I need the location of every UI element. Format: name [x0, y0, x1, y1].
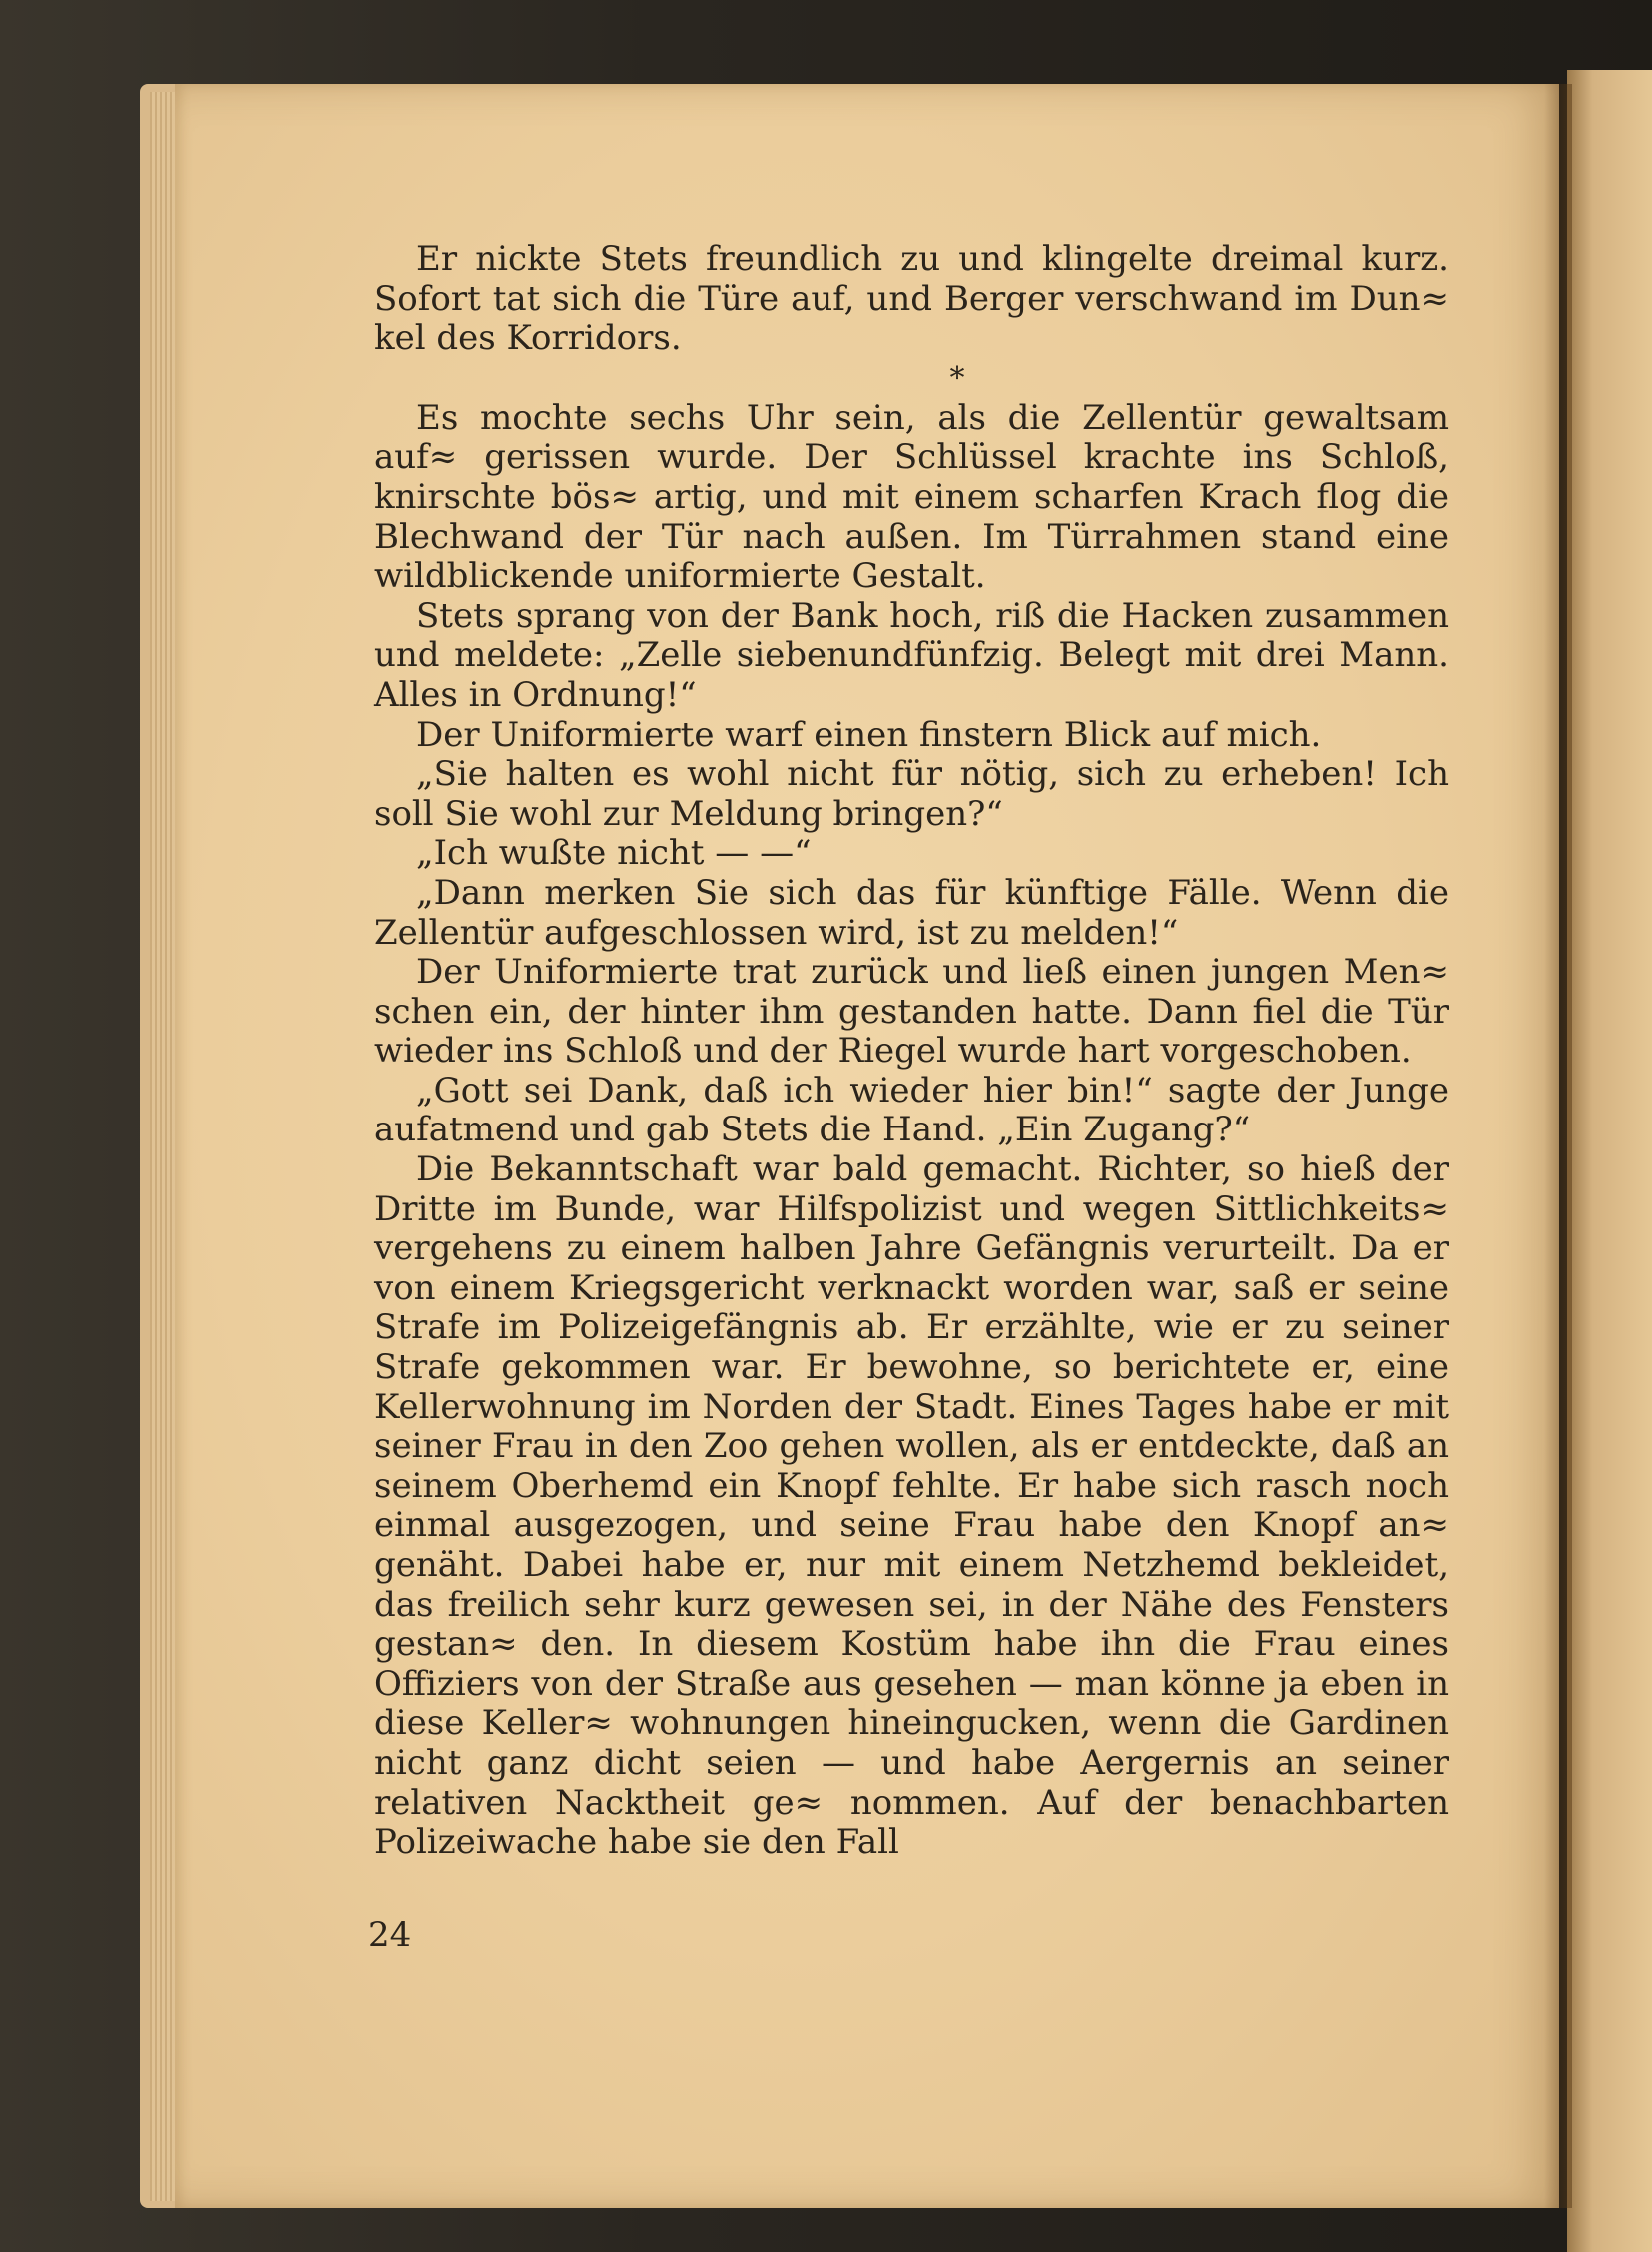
paragraph-6: „Ich wußte nicht — —“: [416, 833, 812, 874]
section-break-asterisk: *: [949, 360, 965, 396]
body-text: [374, 240, 1449, 1863]
paragraph-9: „Gott sei Dank, daß ich wieder hier bin!“ sagte der Junge aufatmend und gab Stets die Hand. „Ein Zugang?“: [374, 1070, 1449, 1150]
paragraph-10: Die Bekanntschaft war bald gemacht. Richter, so hieß der Dritte im Bunde, war Hilfspolizist und wegen Sittlichkeits≈ vergehens zu einem halben Jahre Gefängnis verurteilt. Da er von einem Kriegsgericht verknackt worden war, saß er seine Strafe im Polizeigefängnis ab. Er erzählte, wie er zu seiner Strafe gekommen war. Er bewohne, so berichtete er, eine Kellerwohnung im Norden der Stadt. Eines Tages habe er mit seiner Frau in den Zoo gehen wollen, als er entdeckte, daß an seinem Oberhemd ein Knopf fehlte. Er habe sich rasch noch einmal ausgezogen, und seine Frau habe den Knopf an≈ genäht. Dabei habe er, nur mit einem Netzhemd bekleidet, das freilich sehr kurz gewesen sei, in der Nähe des Fensters gestan≈ den. In diesem Kostüm habe ihn die Frau eines Offiziers von der Straße aus gesehen — man könne ja eben in diese Keller≈ wohnungen hineingucken, wenn die Gardinen nicht ganz dicht seien — und habe Aergernis an seiner relativen Nacktheit ge≈ nommen. Auf der benachbarten Polizeiwache habe sie den Fall: [374, 1149, 1449, 1863]
paragraph-3: Stets sprang von der Bank hoch, riß die Hacken zusammen und meldete: „Zelle siebenundfünfzig. Belegt mit drei Mann. Alles in Ordnung!“: [374, 595, 1449, 715]
facing-page-edge: [1567, 70, 1652, 2252]
paragraph-7: „Dann merken Sie sich das für künftige Fälle. Wenn die Zellentür aufgeschlossen wird, ist zu melden!“: [374, 872, 1449, 953]
paragraph-8: Der Uniformierte trat zurück und ließ einen jungen Men≈ schen ein, der hinter ihm gestanden hatte. Dann fiel die Tür wieder ins Schloß und der Riegel wurde hart vorgeschoben.: [374, 952, 1449, 1072]
book-gutter: [1544, 84, 1572, 2208]
paragraph-1: Er nickte Stets freundlich zu und klingelte dreimal kurz. Sofort tat sich die Türe auf, und Berger verschwand im Dun≈ kel des Korridors.: [374, 239, 1449, 359]
paragraph-4: Der Uniformierte warf einen finstern Blick auf mich.: [416, 714, 1322, 755]
paragraph-5: „Sie halten es wohl nicht für nötig, sich zu erheben! Ich soll Sie wohl zur Meldung bringen?“: [374, 754, 1449, 834]
paragraph-2: Es mochte sechs Uhr sein, als die Zellentür gewaltsam auf≈ gerissen wurde. Der Schlüssel krachte ins Schloß, knirschte bös≈ artig, und mit einem scharfen Krach flog die Blechwand der Tür nach außen. Im Türrahmen stand eine wildblickende uniformierte Gestalt.: [374, 397, 1449, 597]
page-number: 24: [368, 1915, 412, 1955]
